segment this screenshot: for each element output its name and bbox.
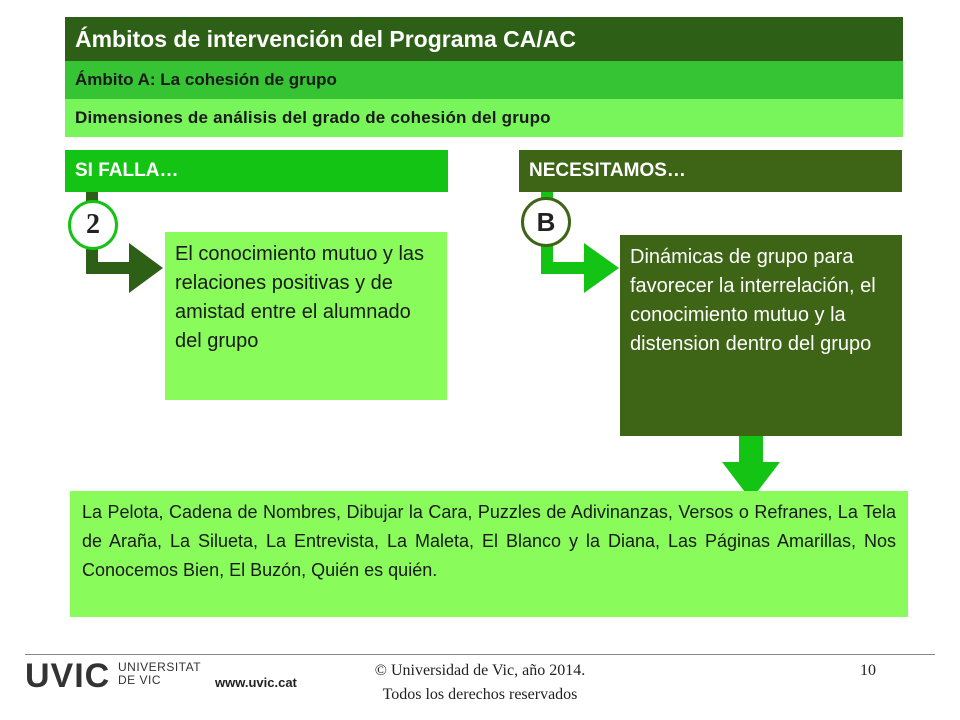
logo-line-2: DE VIC bbox=[118, 673, 162, 687]
problem-box: El conocimiento mutuo y las relaciones positivas y de amistad entre el alumnado del grupo bbox=[165, 232, 447, 400]
copyright-line-1: © Universidad de Vic, año 2014. bbox=[374, 662, 586, 679]
copyright bbox=[300, 659, 660, 707]
uvic-logo: UVIC bbox=[25, 657, 111, 695]
left-connector-arm bbox=[86, 262, 130, 274]
website-link[interactable]: www.uvic.cat bbox=[215, 675, 297, 690]
footer-divider bbox=[25, 654, 935, 655]
if-fails-label: SI FALLA… bbox=[65, 150, 448, 192]
right-arrow-head bbox=[584, 243, 619, 293]
badge-number: 2 bbox=[68, 200, 118, 250]
uvic-logo-caption bbox=[118, 661, 201, 687]
copyright-line-2: Todos los derechos reservados bbox=[382, 686, 578, 703]
page-number: 10 bbox=[860, 662, 876, 679]
section-heading: Dimensiones de análisis del grado de cohesión del grupo bbox=[65, 99, 903, 137]
badge-letter: B bbox=[521, 197, 571, 247]
logo-line-1: UNIVERSITAT bbox=[118, 660, 202, 674]
activities-box: La Pelota, Cadena de Nombres, Dibujar la Cara, Puzzles de Adivinanzas, Versos o Refranes, La Tela de Araña, La Silueta, La Entrevista, La Maleta, El Blanco y la Diana, Las Páginas Amarillas, Nos Conocemos Bien, El Buzón, Quién es quién. bbox=[70, 491, 908, 617]
down-arrow-stem bbox=[739, 436, 763, 464]
right-connector-arm bbox=[541, 262, 585, 274]
we-need-label: NECESITAMOS… bbox=[519, 150, 902, 192]
slide-title: Ámbitos de intervención del Programa CA/AC bbox=[65, 17, 903, 61]
left-arrow-head bbox=[129, 243, 163, 293]
solution-box: Dinámicas de grupo para favorecer la interrelación, el conocimiento mutuo y la distension dentro del grupo bbox=[620, 235, 902, 436]
slide-subtitle: Ámbito A: La cohesión de grupo bbox=[65, 61, 903, 99]
